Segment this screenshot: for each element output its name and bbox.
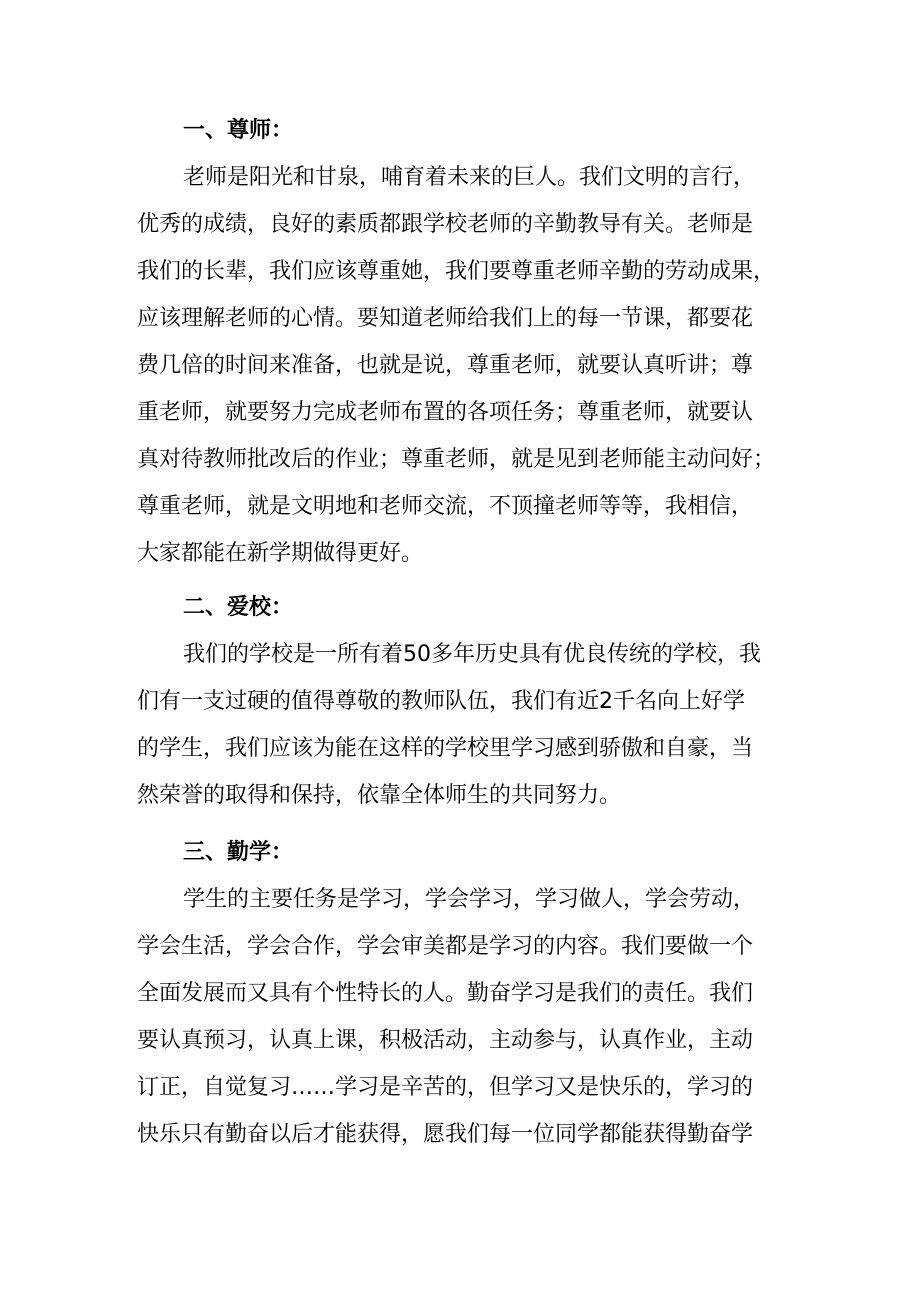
section-heading-diligent-study: 三、勤学： [183, 840, 294, 865]
section-heading-love-school: 二、爱校： [183, 595, 294, 620]
paragraph-line: 学生的主要任务是学习，学会学习，学习做人，学会劳动， [183, 887, 756, 912]
paragraph-line: 大家都能在新学期做得更好。 [137, 541, 424, 566]
paragraph-line: 快乐只有勤奋以后才能获得，愿我们每一位同学都能获得勤奋学 [137, 1122, 754, 1147]
section-heading-respect-teachers: 一、尊师： [183, 118, 294, 143]
paragraph-line: 们有一支过硬的值得尊敬的教师队伍，我们有近2千名向上好学 [137, 689, 745, 714]
paragraph-line: 真对待教师批改后的作业；尊重老师，就是见到老师能主动问好； [137, 447, 776, 472]
paragraph-line: 我们的长辈，我们应该尊重她，我们要尊重老师辛勤的劳动成果， [137, 259, 776, 284]
paragraph-line: 我们的学校是一所有着50多年历史具有优良传统的学校，我 [183, 642, 761, 667]
paragraph-line: 的学生，我们应该为能在这样的学校里学习感到骄傲和自豪，当 [137, 736, 754, 761]
paragraph-line: 老师是阳光和甘泉，哺育着未来的巨人。我们文明的言行， [183, 165, 756, 190]
paragraph-line: 学会生活，学会合作，学会审美都是学习的内容。我们要做一个 [137, 934, 754, 959]
paragraph-line: 全面发展而又具有个性特长的人。勤奋学习是我们的责任。我们 [137, 981, 754, 1006]
paragraph-line: 尊重老师，就是文明地和老师交流，不顶撞老师等等，我相信， [137, 494, 754, 519]
paragraph-line: 然荣誉的取得和保持，依靠全体师生的共同努力。 [137, 783, 622, 808]
paragraph-line: 订正，自觉复习……学习是辛苦的，但学习又是快乐的，学习的 [137, 1075, 754, 1100]
paragraph-line: 应该理解老师的心情。要知道老师给我们上的每一节课，都要花 [137, 306, 754, 331]
paragraph-line: 费几倍的时间来准备，也就是说，尊重老师，就要认真听讲；尊 [137, 353, 754, 378]
paragraph-line: 要认真预习，认真上课，积极活动，主动参与，认真作业，主动 [137, 1028, 754, 1053]
paragraph-line: 优秀的成绩，良好的素质都跟学校老师的辛勤教导有关。老师是 [137, 212, 754, 237]
paragraph-line: 重老师，就要努力完成老师布置的各项任务；尊重老师，就要认 [137, 400, 754, 425]
